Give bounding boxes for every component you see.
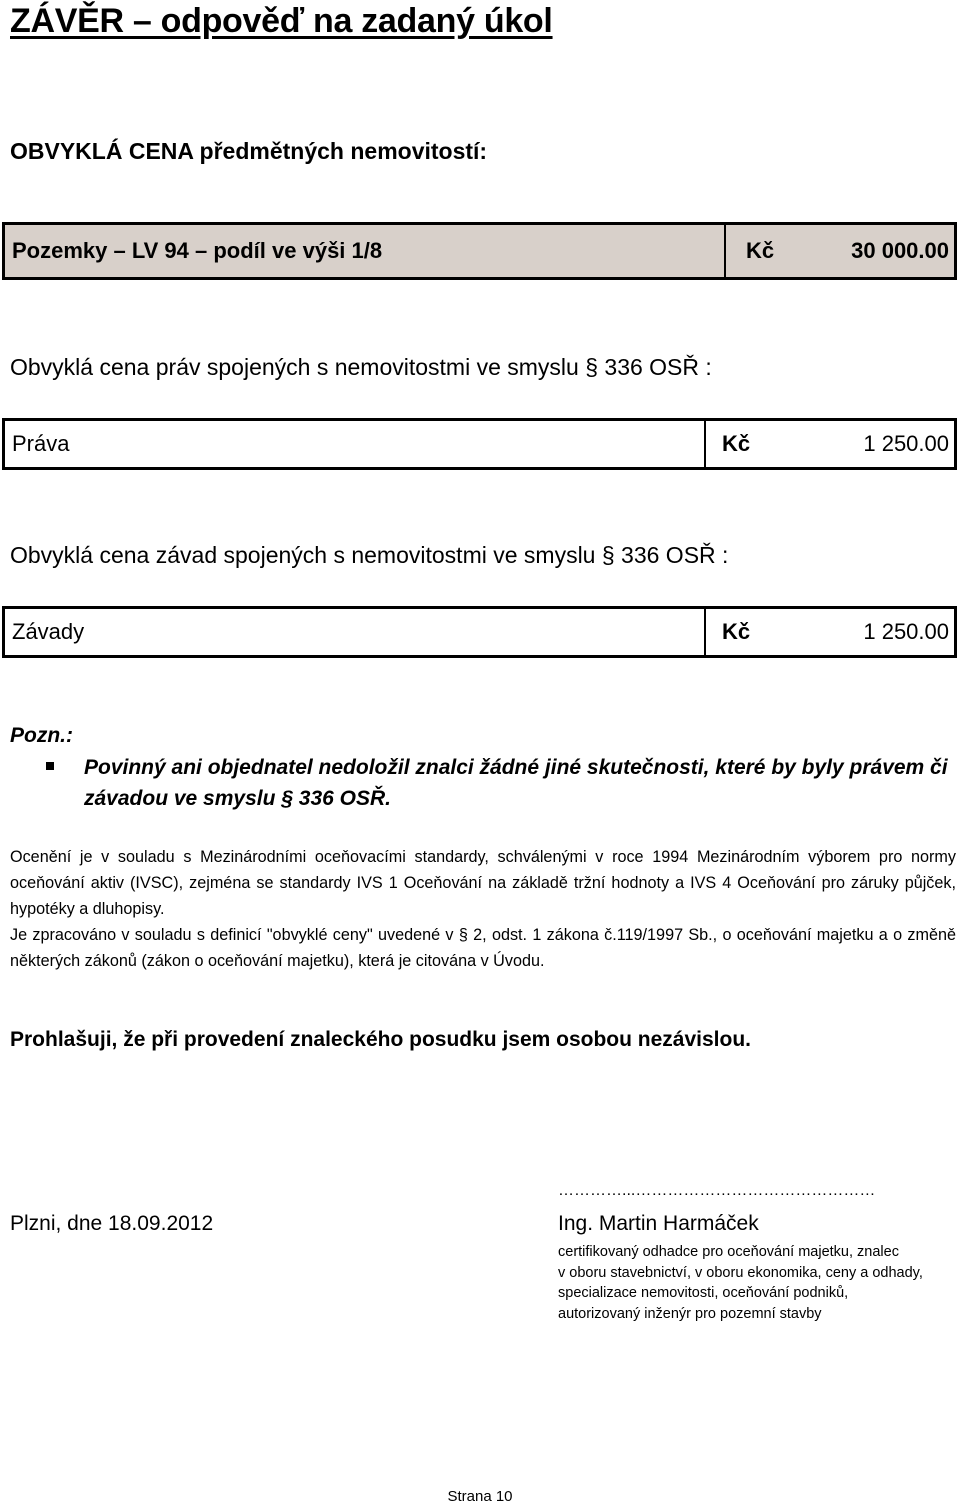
- defects-row: [2, 606, 957, 658]
- note-text: Povinný ani objednatel nedoložil znalci žádné jiné skutečnosti, které by byly právem či závadou ve smyslu § 336 OSŘ.: [84, 756, 948, 810]
- defects-heading: Obvyklá cena závad spojených s nemovitostmi ve smyslu § 336 OSŘ :: [10, 542, 729, 568]
- land-currency: Kč: [724, 225, 784, 277]
- signature-line: …………...………………………………………: [558, 1182, 876, 1199]
- rights-currency: Kč: [704, 421, 774, 467]
- valuation-standards-paragraph: [10, 844, 956, 974]
- defects-currency: Kč: [704, 609, 784, 655]
- note-label: Pozn.:: [10, 724, 73, 747]
- paragraph-ivsc: Ocenění je v souladu s Mezinárodními oceňovacími standardy, schválenými v roce 1994 Mezinárodním výborem pro normy oceňování aktiv (IVSC), zejména se standardy IVS 1 Oceňování na základě tržní hodnoty a IVS 4 Oceňování pro záruky půjček, hypotéky a dluhopisy.: [10, 848, 956, 918]
- land-amount: 30 000.00: [851, 238, 949, 263]
- signer-qualifications: [558, 1242, 923, 1324]
- defects-label: Závady: [12, 619, 85, 644]
- land-label: Pozemky – LV 94 – podíl ve výši 1/8: [12, 238, 383, 263]
- qualification-line: autorizovaný inženýr pro pozemní stavby: [558, 1305, 822, 1322]
- signer-name: Ing. Martin Harmáček: [558, 1212, 759, 1235]
- page-title: ZÁVĚR – odpověď na zadaný úkol: [10, 2, 553, 40]
- qualification-line: specializace nemovitosti, oceňování podniků,: [558, 1285, 849, 1301]
- bullet-icon: [46, 762, 54, 770]
- land-value-row: [2, 222, 957, 280]
- place-date: Plzni, dne 18.09.2012: [10, 1212, 214, 1235]
- defects-amount: 1 250.00: [863, 619, 949, 644]
- independence-declaration: Prohlašuji, že při provedení znaleckého posudku jsem osobou nezávislou.: [10, 1028, 751, 1051]
- paragraph-definition: Je zpracováno v souladu s definicí "obvyklé ceny" uvedené v § 2, odst. 1 zákona č.119/1997 Sb., o oceňování majetku a o změně některých zákonů (zákon o oceňování majetku), která je citována v Úvodu.: [10, 926, 956, 970]
- rights-amount: 1 250.00: [863, 431, 949, 456]
- rights-label: Práva: [12, 431, 70, 456]
- page-number: Strana 10: [447, 1488, 513, 1505]
- qualification-line: certifikovaný odhadce pro oceňování majetku, znalec: [558, 1244, 899, 1260]
- rights-row: [2, 418, 957, 470]
- qualification-line: v oboru stavebnictví, v oboru ekonomika, ceny a odhady,: [558, 1264, 923, 1281]
- market-value-heading: OBVYKLÁ CENA předmětných nemovitostí:: [10, 138, 488, 164]
- rights-heading: Obvyklá cena práv spojených s nemovitostmi ve smyslu § 336 OSŘ :: [10, 354, 712, 380]
